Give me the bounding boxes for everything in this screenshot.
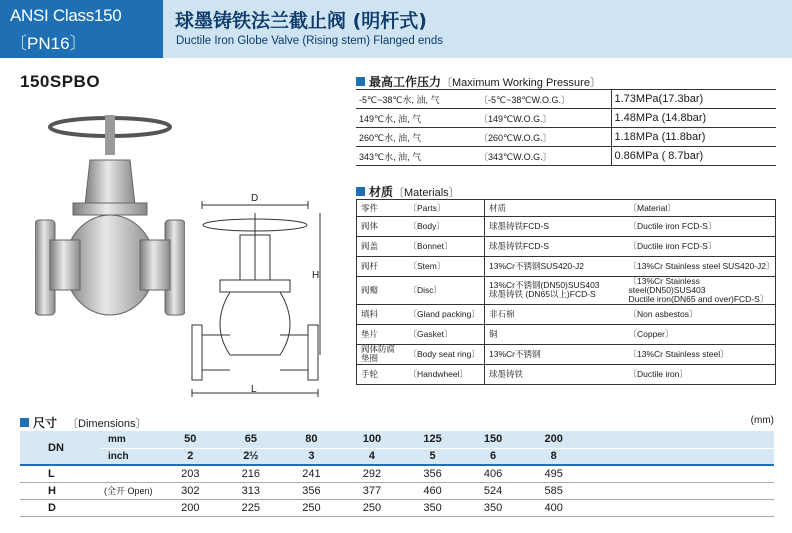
unit-label: (mm) [750, 415, 774, 426]
part-en: 〔Disc〕 [405, 277, 485, 305]
mat-cn: 13%Cr不锈钢 [485, 344, 625, 364]
mat-en: 〔13%Cr Stainless steel SUS420-J2〕 [625, 257, 776, 277]
mat-en: 〔13%Cr Stainless steel〕 [625, 344, 776, 364]
part-cn: 阀体 [357, 217, 405, 237]
dimensions-table [20, 431, 774, 517]
inch-label: inch [100, 448, 160, 465]
part-en-header: 〔Parts〕 [405, 200, 485, 217]
pressure-title-cn: 最高工作压力 [369, 75, 442, 89]
table-row [356, 109, 776, 128]
badge-class: ANSI Class150 [10, 6, 122, 25]
pressure-value: 0.86MPa ( 8.7bar) [611, 147, 776, 166]
mm-cell: 150 [463, 431, 524, 448]
inch-cell: 8 [523, 448, 584, 465]
part-en: 〔Stem〕 [405, 257, 485, 277]
materials-title-cn: 材质 [369, 185, 394, 199]
dim-cell: 524 [463, 482, 524, 499]
table-row [357, 344, 776, 364]
part-en: 〔Body〕 [405, 217, 485, 237]
row-label: H [20, 482, 100, 499]
mat-cn-line1: 13%Cr不锈钢(DN50)SUS403 [489, 280, 600, 291]
part-cn: 阀体防腐垫圈 [357, 344, 405, 364]
table-row [20, 482, 774, 499]
dim-cell: 495 [523, 465, 584, 482]
mat-cn: 非石棉 [485, 304, 625, 324]
table-header-row [357, 200, 776, 217]
dim-cell: 377 [342, 482, 403, 499]
inch-cell: 2 [160, 448, 221, 465]
row-label: L [20, 465, 100, 482]
valve-photo [35, 115, 185, 340]
part-cn: 阀杆 [357, 257, 405, 277]
table-row [356, 147, 776, 166]
row-sublabel: (全开 Open) [100, 482, 160, 499]
mat-cn: 球墨铸铁FCD-S [485, 237, 625, 257]
mm-cell: 50 [160, 431, 221, 448]
mm-cell: 125 [402, 431, 463, 448]
mat-cn: 球墨铸铁FCD-S [485, 217, 625, 237]
inch-cell: 3 [281, 448, 342, 465]
dim-cell: 350 [402, 499, 463, 516]
label-l: L [251, 384, 257, 395]
dim-cell: 356 [402, 465, 463, 482]
page-title-en: Ductile Iron Globe Valve (Rising stem) Flanged ends [176, 35, 443, 47]
table-header-row [20, 431, 774, 448]
page-title-cn: 球墨铸铁法兰截止阀 (明杆式) [175, 10, 427, 32]
mat-en: 〔Ductile iron〕 [625, 364, 776, 384]
mat-cn-header: 材质 [485, 200, 625, 217]
badge-pn: 〔PN16〕 [10, 34, 87, 53]
dim-cell: 313 [221, 482, 282, 499]
dim-cell: 460 [402, 482, 463, 499]
temp-en: 〔-5℃~38℃W.O.G.〕 [476, 90, 611, 109]
part-cn: 阀盖 [357, 237, 405, 257]
table-row [357, 277, 776, 305]
table-row [357, 257, 776, 277]
table-row [20, 465, 774, 482]
model-number: 150SPBO [20, 72, 101, 91]
dim-cell: 350 [463, 499, 524, 516]
dim-cell: 200 [160, 499, 221, 516]
dimensions-title [20, 414, 147, 431]
temp-cn: 260℃水, 油, 气 [356, 128, 476, 147]
part-en: 〔Body seat ring〕 [405, 344, 485, 364]
table-row [357, 217, 776, 237]
mat-en: 〔Non asbestos〕 [625, 304, 776, 324]
table-row [357, 324, 776, 344]
dim-cell: 302 [160, 482, 221, 499]
dim-cell: 241 [281, 465, 342, 482]
row-sublabel [100, 499, 160, 516]
valve-drawing [180, 195, 330, 405]
part-cn: 手轮 [357, 364, 405, 384]
mat-en-line2: Ductile iron(DN65 and over)FCD-S〕 [628, 293, 769, 304]
mat-en: 〔Copper〕 [625, 324, 776, 344]
dn-label: DN [20, 431, 100, 465]
header-banner [0, 0, 792, 58]
part-cn: 垫片 [357, 324, 405, 344]
table-row [356, 90, 776, 109]
inch-cell: 4 [342, 448, 403, 465]
table-row [356, 128, 776, 147]
materials-title [356, 183, 460, 200]
table-row [357, 237, 776, 257]
part-cn: 填料 [357, 304, 405, 324]
dim-cell: 585 [523, 482, 584, 499]
table-row [357, 364, 776, 384]
mat-cn: 13%Cr不锈钢SUS420-J2 [485, 257, 625, 277]
temp-en: 〔149℃W.O.G.〕 [476, 109, 611, 128]
pressure-title [356, 73, 601, 90]
section-square-icon [20, 418, 29, 427]
part-cn-header: 零件 [357, 200, 405, 217]
row-sublabel [100, 465, 160, 482]
part-en: 〔Bonnet〕 [405, 237, 485, 257]
dim-cell: 406 [463, 465, 524, 482]
mat-cn [485, 277, 625, 305]
mm-cell: 200 [523, 431, 584, 448]
temp-en: 〔343℃W.O.G.〕 [476, 147, 611, 166]
part-cn: 阀瓣 [357, 277, 405, 305]
temp-cn: -5℃~38℃水, 油, 气 [356, 90, 476, 109]
mat-en-header: 〔Material〕 [625, 200, 776, 217]
part-en: 〔Gland packing〕 [405, 304, 485, 324]
pressure-table [356, 89, 776, 166]
dimensions-title-en: 〔Dimensions〕 [67, 418, 147, 430]
dim-cell: 216 [221, 465, 282, 482]
pressure-value: 1.18MPa (11.8bar) [611, 128, 776, 147]
part-en: 〔Handwheel〕 [405, 364, 485, 384]
mat-en: 〔Ductile iron FCD-S〕 [625, 217, 776, 237]
materials-title-en: 〔Materials〕 [393, 187, 460, 199]
mat-cn: 球墨铸铁 [485, 364, 625, 384]
dim-cell: 250 [281, 499, 342, 516]
section-square-icon [356, 77, 365, 86]
pressure-value: 1.48MPa (14.8bar) [611, 109, 776, 128]
section-square-icon [356, 187, 365, 196]
materials-table [356, 199, 776, 385]
dim-cell: 225 [221, 499, 282, 516]
mm-cell: 100 [342, 431, 403, 448]
dim-cell: 356 [281, 482, 342, 499]
dim-cell: 250 [342, 499, 403, 516]
table-header-row [20, 448, 774, 465]
inch-cell: 5 [402, 448, 463, 465]
mat-en-line1: 〔13%Cr Stainless steel(DN50)SUS403 [628, 276, 706, 295]
table-row [20, 499, 774, 516]
dimensions-title-cn: 尺寸 [33, 416, 58, 430]
mat-en: 〔Ductile iron FCD-S〕 [625, 237, 776, 257]
label-h: H [312, 270, 320, 281]
inch-cell: 2½ [221, 448, 282, 465]
row-label: D [20, 499, 100, 516]
dim-cell: 400 [523, 499, 584, 516]
table-row [357, 304, 776, 324]
label-d: D [251, 193, 259, 204]
class-badge [0, 0, 163, 58]
mat-cn-line2: 球墨铸铁 (DN65以上)FCD-S [489, 289, 596, 300]
temp-cn: 343℃水, 油, 气 [356, 147, 476, 166]
dim-cell: 203 [160, 465, 221, 482]
mm-cell: 80 [281, 431, 342, 448]
mm-label: mm [100, 431, 160, 448]
pressure-value: 1.73MPa(17.3bar) [611, 90, 776, 109]
part-en: 〔Gasket〕 [405, 324, 485, 344]
dim-cell: 292 [342, 465, 403, 482]
inch-cell: 6 [463, 448, 524, 465]
pressure-title-en: 〔Maximum Working Pressure〕 [441, 77, 601, 89]
mat-en [625, 277, 776, 305]
mat-cn: 铜 [485, 324, 625, 344]
temp-en: 〔260℃W.O.G.〕 [476, 128, 611, 147]
temp-cn: 149℃水, 油, 气 [356, 109, 476, 128]
mm-cell: 65 [221, 431, 282, 448]
